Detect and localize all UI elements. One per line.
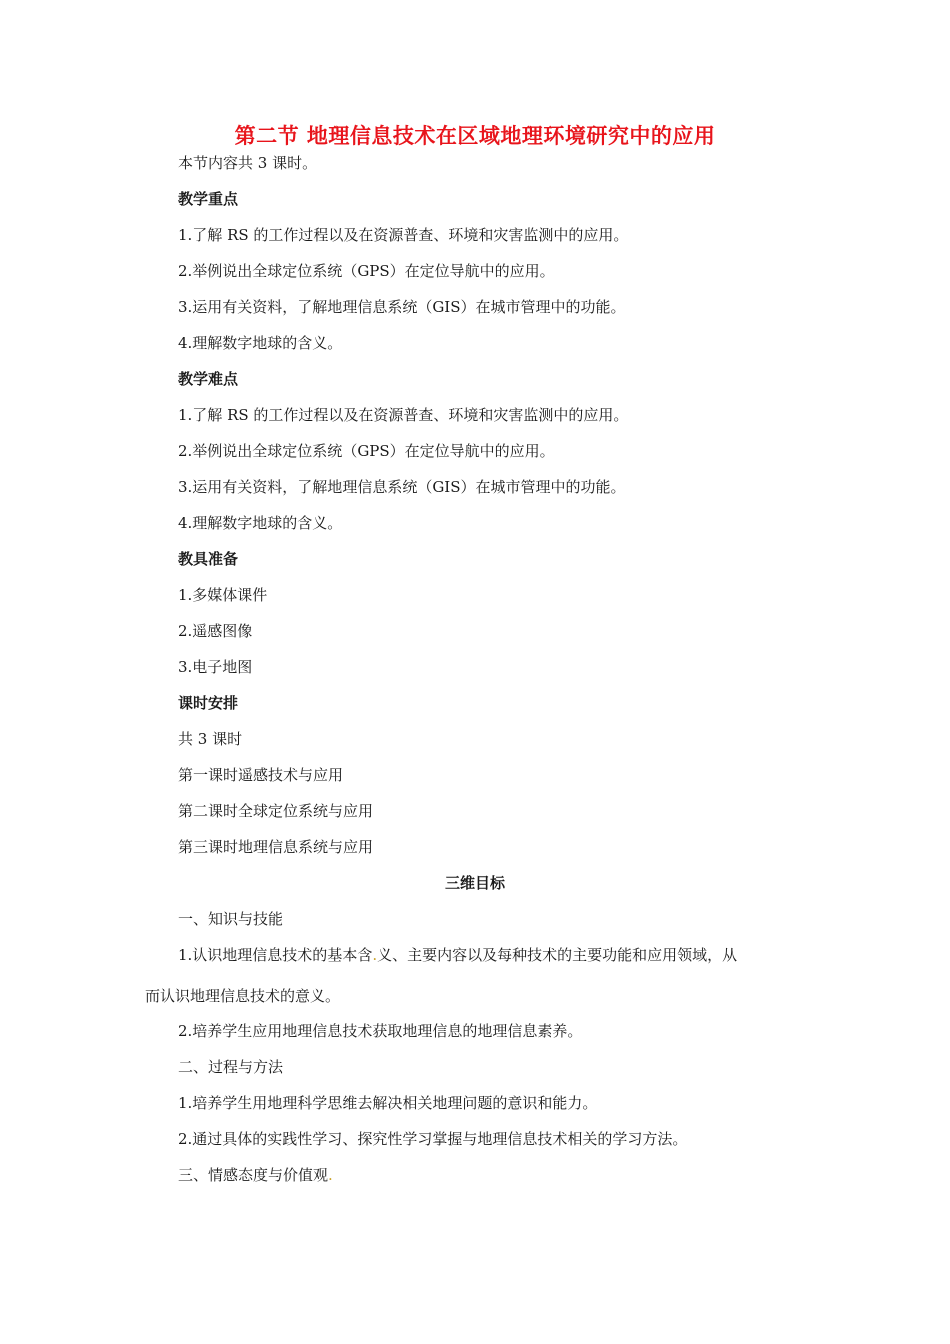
schedule-item: 第三课时地理信息系统与应用 [178, 838, 374, 856]
document-title: 第二节 地理信息技术在区域地理环境研究中的应用 [234, 124, 716, 148]
difficult-points-heading: 教学难点 [178, 370, 239, 388]
key-point-item: 2.举例说出全球定位系统（GPS）在定位导航中的应用。 [178, 262, 555, 280]
difficult-point-item: 2.举例说出全球定位系统（GPS）在定位导航中的应用。 [178, 442, 555, 460]
difficult-point-item: 4.理解数字地球的含义。 [178, 514, 343, 532]
margin-mark: . [328, 1166, 333, 1184]
knowledge-item-1-part-a: 1.认识地理信息技术的基本含 [178, 946, 373, 964]
schedule-item: 共 3 课时 [178, 730, 243, 748]
key-point-item: 1.了解 RS 的工作过程以及在资源普查、环境和灾害监测中的应用。 [178, 226, 629, 244]
material-item: 3.电子地图 [178, 658, 253, 676]
schedule-heading: 课时安排 [178, 694, 239, 712]
attitude-heading: 三、情感态度与价值观 [178, 1166, 329, 1184]
knowledge-item-1 [178, 944, 737, 965]
key-point-item: 3.运用有关资料，了解地理信息系统（GIS）在城市管理中的功能。 [178, 298, 626, 316]
schedule-item: 第二课时全球定位系统与应用 [178, 802, 374, 820]
difficult-point-item: 1.了解 RS 的工作过程以及在资源普查、环境和灾害监测中的应用。 [178, 406, 629, 424]
attitude-heading-line [178, 1164, 333, 1185]
key-points-heading: 教学重点 [178, 190, 239, 208]
material-item: 1.多媒体课件 [178, 586, 268, 604]
difficult-point-item: 3.运用有关资料，了解地理信息系统（GIS）在城市管理中的功能。 [178, 478, 626, 496]
schedule-item: 第一课时遥感技术与应用 [178, 766, 344, 784]
material-item: 2.遥感图像 [178, 622, 253, 640]
key-point-item: 4.理解数字地球的含义。 [178, 334, 343, 352]
knowledge-item-1-part-b: 义、主要内容以及每种技术的主要功能和应用领域，从 [377, 946, 738, 964]
process-item-2: 2.通过具体的实践性学习、探究性学习掌握与地理信息技术相关的学习方法。 [178, 1130, 688, 1148]
process-item-1: 1.培养学生用地理科学思维去解决相关地理问题的意识和能力。 [178, 1094, 598, 1112]
knowledge-item-1-continued: 而认识地理信息技术的意义。 [145, 987, 341, 1005]
materials-heading: 教具准备 [178, 550, 239, 568]
objectives-heading: 三维目标 [444, 874, 505, 892]
intro-text: 本节内容共 3 课时。 [178, 154, 318, 172]
margin-mark: . [372, 946, 378, 964]
knowledge-heading: 一、知识与技能 [178, 910, 284, 928]
process-heading: 二、过程与方法 [178, 1058, 284, 1076]
knowledge-item-2: 2.培养学生应用地理信息技术获取地理信息的地理信息素养。 [178, 1022, 583, 1040]
